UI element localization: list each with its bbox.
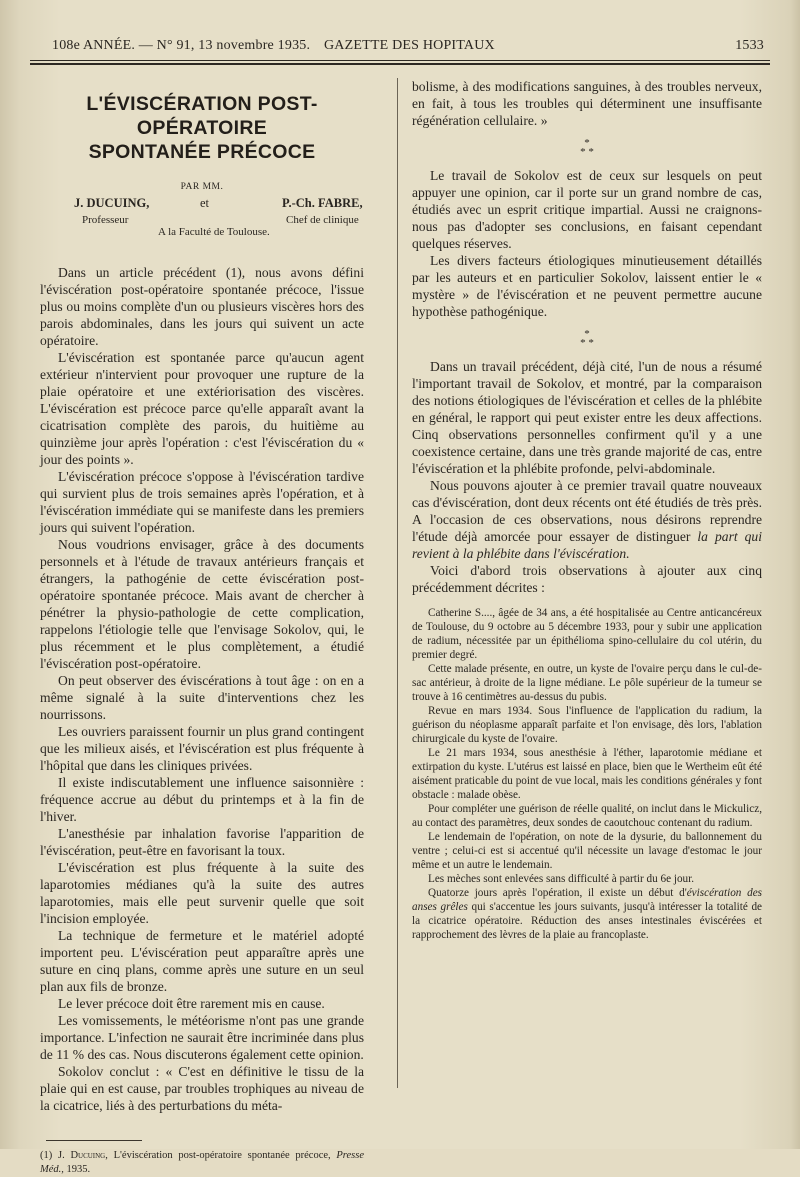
observation-text-end: qui s'accentue les jours suivants, jusqu'à intéresser la totalité de la cicatrice opératoire. Réduction des anses intestinales éviscérées et rapprochement des lèvres de la plaie au francoplaste. xyxy=(412,901,762,941)
footnote xyxy=(40,1149,364,1177)
observation-paragraph: Cette malade présente, en outre, un kyste de l'ovaire perçu dans le cul-de-sac antérieur, à droite de la ligne médiane. Le pôle supérieur de la tumeur se trouve à 16 centimètres au-dessus du pubis. xyxy=(412,663,762,703)
observation-paragraph: Pour compléter une guérison de réelle qualité, on inclut dans le Mickulicz, au contact des paramètres, deux sondes de caoutchouc contenant du radium. xyxy=(412,803,762,829)
author-ducuing: J. DUCUING, xyxy=(74,196,150,210)
author-conjunction: et xyxy=(200,196,210,210)
right-column xyxy=(412,78,762,942)
paragraph: L'éviscération est plus fréquente à la suite des laparotomies médianes qu'à la suite des autres laparotomies, mais elle peut survenir quelle que soit l'incision employée. xyxy=(40,860,364,926)
author2-role: Chef de clinique xyxy=(286,214,359,226)
footnote-text: L'éviscération post-opératoire spontanée précoce, xyxy=(113,1150,331,1161)
paragraph-text: Nous pouvons ajouter à ce premier travail quatre nouveaux cas d'éviscération, dont deux récents ont été étudiés de très près. A l'occasion de ces observations, nous désirons reprendre l'étude déjà amorcée pour essayer de distinguer xyxy=(412,478,762,544)
footnote-year: 1935. xyxy=(66,1164,91,1175)
observation-paragraph: Le lendemain de l'opération, on note de la dysurie, du ballonnement du ventre ; celui-ci est si accentué qu'il nécessite un lavage d'estomac le jour même et un autre le lendemain. xyxy=(412,831,762,871)
title-line-2: SPONTANÉE PRÉCOCE xyxy=(88,141,316,163)
paragraph: Les vomissements, le météorisme n'ont pas une grande importance. L'infection ne saurait être incriminée dans plus de 11 % des cas. Nous discuterons également cette opinion. xyxy=(40,1013,364,1062)
section-separator xyxy=(412,139,762,157)
paragraph: Il existe indiscutablement une influence saisonnière : fréquence accrue au début du printemps et à la fin de l'hiver. xyxy=(40,775,364,824)
running-header xyxy=(52,38,764,56)
footnote-journal: Presse Méd., xyxy=(40,1150,364,1175)
observation-text: Quatorze jours après l'opération, il existe un début d' xyxy=(428,887,687,899)
left-body xyxy=(40,264,364,1114)
observation-paragraph: Les mèches sont enlevées sans difficulté à partir du 6e jour. xyxy=(428,873,695,885)
paragraph: On peut observer des éviscérations à tout âge : on en a même signalé à la suite d'interventions chez les nourrissons. xyxy=(40,673,364,722)
authors-block xyxy=(40,196,364,244)
paragraph: Les ouvriers paraissent fournir un plus grand contingent que les milieux aisés, et l'éviscération est plus fréquente à l'hôpital que dans les cliniques privées. xyxy=(40,724,364,773)
paragraph: Le travail de Sokolov est de ceux sur lesquels on peut appuyer une opinion, car il porte sur un grand nombre de cas, étudiés avec un esprit critique impartial. Aussi ne craignons-nous pas d'adopter ses conclusions, en faisant cependant quelques réserves. xyxy=(412,168,762,251)
paragraph: La technique de fermeture et le matériel adopté importent peu. L'éviscération peut apparaître après une suture en cinq plans, comme après une suture en un seul plan aux fils de bronze. xyxy=(40,928,364,994)
paragraph: L'éviscération est spontanée parce qu'aucun agent extérieur n'intervient pour provoquer une rupture de la plaie opératoire et une extériorisation des viscères. L'éviscération est précoce parce qu'elle apparaît avant la cicatrisation complète des parois, du huitième au quinzième jour après l'opération : c'est l'éviscération du « jour des points ». xyxy=(40,350,364,467)
footnote-rule xyxy=(46,1140,142,1141)
paragraph: Dans un article précédent (1), nous avons défini l'éviscération post-opératoire spontanée précoce, l'issue plus ou moins complète d'un ou plusieurs viscères hors des parois abdominales, dans les jours qui suivent un acte opératoire. xyxy=(40,265,364,348)
left-column xyxy=(40,80,364,1177)
paragraph-continued: bolisme, à des modifications sanguines, à des troubles nerveux, en fait, à tous les troubles qui déterminent une insuffisante régénération cellulaire. » xyxy=(412,79,762,128)
observation-paragraph: Revue en mars 1934. Sous l'influence de l'application du radium, la guérison du néoplasme apparaît parfaite et l'on envisage, dès lors, l'ablation chirurgicale du kyste de l'ovaire. xyxy=(412,705,762,745)
page-number: 1533 xyxy=(735,38,764,53)
observation-emphasis: éviscération des anses grêles xyxy=(412,887,763,913)
affiliation: A la Faculté de Toulouse. xyxy=(158,226,270,238)
separator-star-top: * xyxy=(584,328,590,340)
footnote-marker: (1) J. xyxy=(40,1150,65,1161)
author1-role: Professeur xyxy=(82,214,129,226)
observation-paragraph xyxy=(412,886,762,942)
author-fabre: P.-Ch. FABRE, xyxy=(282,196,363,210)
title-line-1: L'ÉVISCÉRATION POST-OPÉRATOIRE xyxy=(86,93,318,139)
article-title xyxy=(40,92,364,164)
paragraph-emphasis: la part qui revient à la phlébite dans l'éviscération. xyxy=(412,529,762,561)
byline-prefix: PAR MM. xyxy=(180,182,224,192)
paragraph: Nous voudrions envisager, grâce à des documents personnels et à l'étude de travaux antérieurs français et étrangers, la pathogénie de cette éviscération post-opératoire spontanée précoce. Mais avant de chercher à pénétrer la physio-pathologie de cette complication, rappelons l'étiologie telle que l'envisage Sokolov, qui, le plus récemment et le plus complètement, a étudié l'éviscération post-opératoire. xyxy=(40,537,364,671)
paragraph: L'éviscération précoce s'oppose à l'éviscération tardive qui survient plus de trois semaines après l'opération, et à l'éviscération immédiate qui se manifeste dans les premiers jours qui suivent l'opération. xyxy=(40,469,364,535)
section-separator xyxy=(412,330,762,348)
paragraph: Les divers facteurs étiologiques minutieusement détaillés par les auteurs et en particulier Sokolov, laissent entier le « mystère » de l'éviscération et ne peuvent permettre aucune hypothèse pathogénique. xyxy=(412,253,762,319)
paragraph xyxy=(412,477,762,562)
paragraph: Sokolov conclut : « C'est en définitive le tissu de la plaie qui en est cause, par troubles trophiques au niveau de la cicatrice, liés à des perturbations du méta- xyxy=(40,1064,364,1113)
observation-paragraph: Catherine S...., âgée de 34 ans, a été hospitalisée au Centre anticancéreux de Toulouse, du 9 octobre au 5 décembre 1933, pour y subir une application de radium, nécessitée par un épithélioma spino-cellulaire du col utérin, du premier degré. xyxy=(412,607,762,661)
column-divider xyxy=(397,78,398,1088)
separator-star-top: * xyxy=(584,137,590,149)
header-rule-thick xyxy=(30,63,770,65)
paragraph: Le lever précoce doit être rarement mis en cause. xyxy=(58,996,325,1011)
footnote-author: Ducuing, xyxy=(70,1150,108,1161)
paragraph: L'anesthésie par inhalation favorise l'apparition de l'éviscération, peut-être en favorisant la toux. xyxy=(40,826,364,858)
separator-stars-bottom: * * xyxy=(580,146,594,158)
paragraph: Dans un travail précédent, déjà cité, l'un de nous a résumé l'important travail de Sokolov, et montré, par la comparaison des notions étiologiques de l'éviscération et celles de la phlébite en général, le rapport qui peut exister entre les deux affections. Cinq observations personnelles confirment qu'il y a une coexistence certaine, dans une très grande majorité de cas, entre l'éviscération et la phlébite profonde, pelvi-abdominale. xyxy=(412,359,762,476)
issue-info: 108e ANNÉE. — N° 91, 13 novembre 1935. xyxy=(52,38,311,53)
observation-paragraph: Le 21 mars 1934, sous anesthésie à l'éther, laparotomie médiane et extirpation du kyste. L'utérus est laissé en place, bien que le Wertheim eût été aisément praticable du point de vue local, mais les conditions générales y font obstacle : malade obèse. xyxy=(412,747,762,801)
header-rule xyxy=(30,60,770,61)
separator-stars-bottom: * * xyxy=(580,337,594,349)
paragraph: Voici d'abord trois observations à ajouter aux cinq précédemment décrites : xyxy=(412,563,762,595)
journal-title: GAZETTE DES HOPITAUX xyxy=(324,38,495,53)
